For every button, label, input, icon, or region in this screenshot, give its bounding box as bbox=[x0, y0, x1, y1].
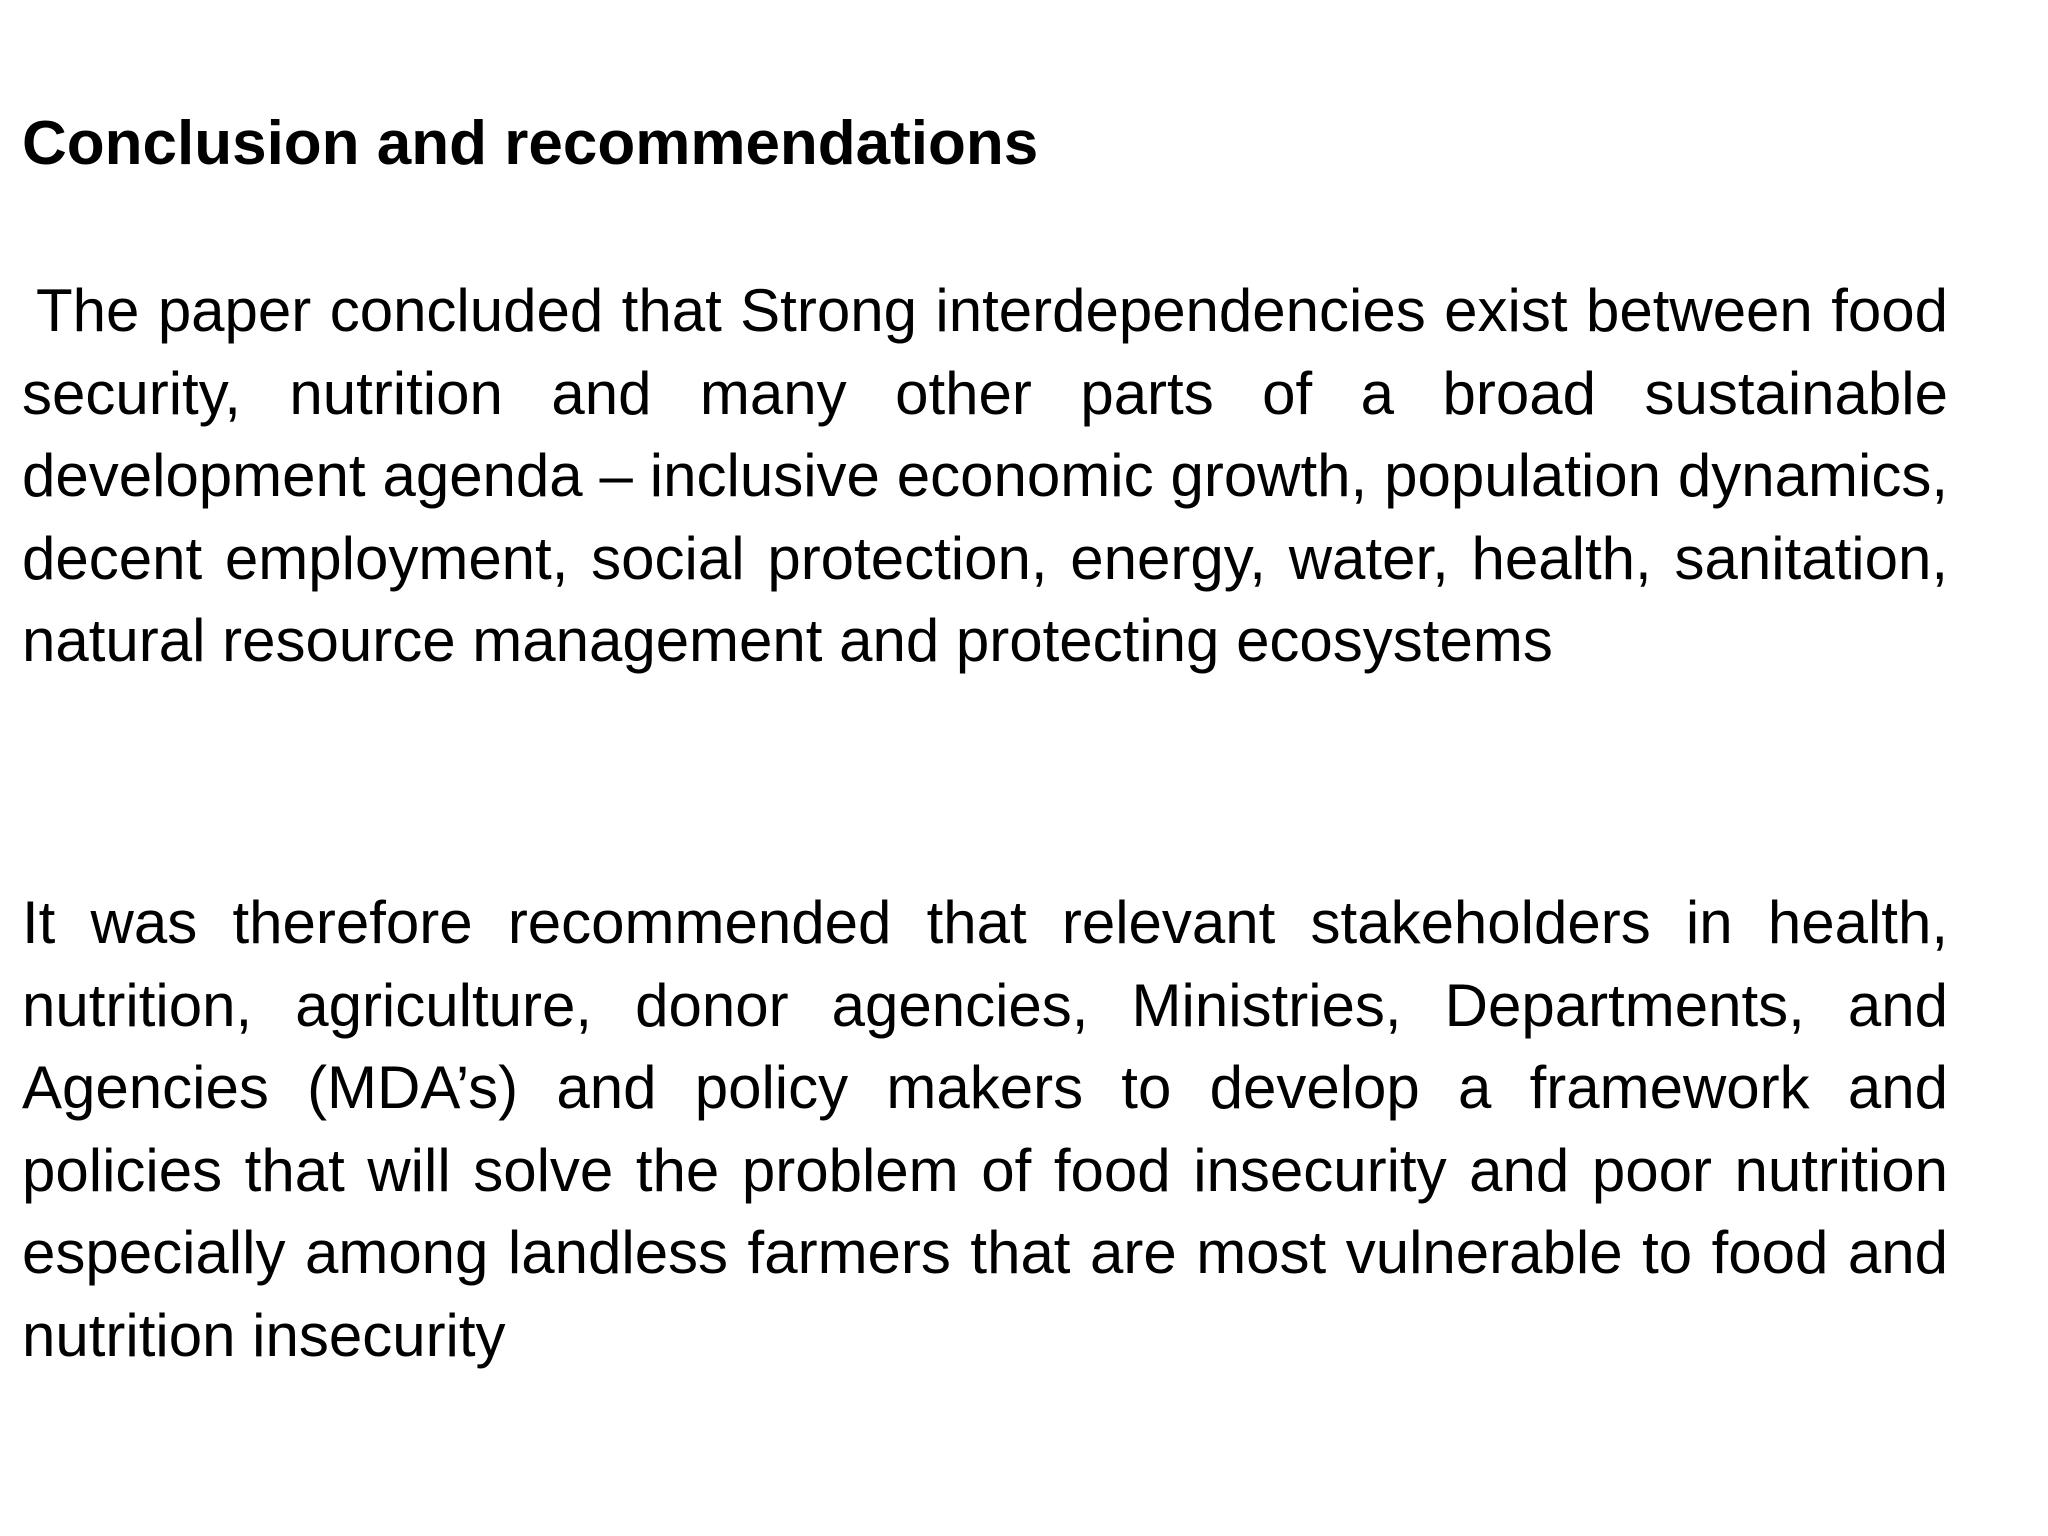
slide-heading: Conclusion and recommendations bbox=[22, 109, 1039, 178]
recommendation-paragraph: It was therefore recommended that relevant stakeholders in health, nutrition, agriculture, donor agencies, Ministries, Departments, and Agencies (MDA’s) and policy makers to develop a framework and policies that will solve the problem of food insecurity and poor nutrition especially among landless farmers that are most vulnerable to food and nutrition insecurity bbox=[22, 889, 1948, 1369]
conclusion-paragraph: The paper concluded that Strong interdependencies exist between food security, nutrition and many other parts of a broad sustainable development agenda – inclusive economic growth, population dynamics, decent employment, social protection, energy, water, health, sanitation, natural resource management and protecting ecosystems bbox=[22, 277, 1948, 674]
